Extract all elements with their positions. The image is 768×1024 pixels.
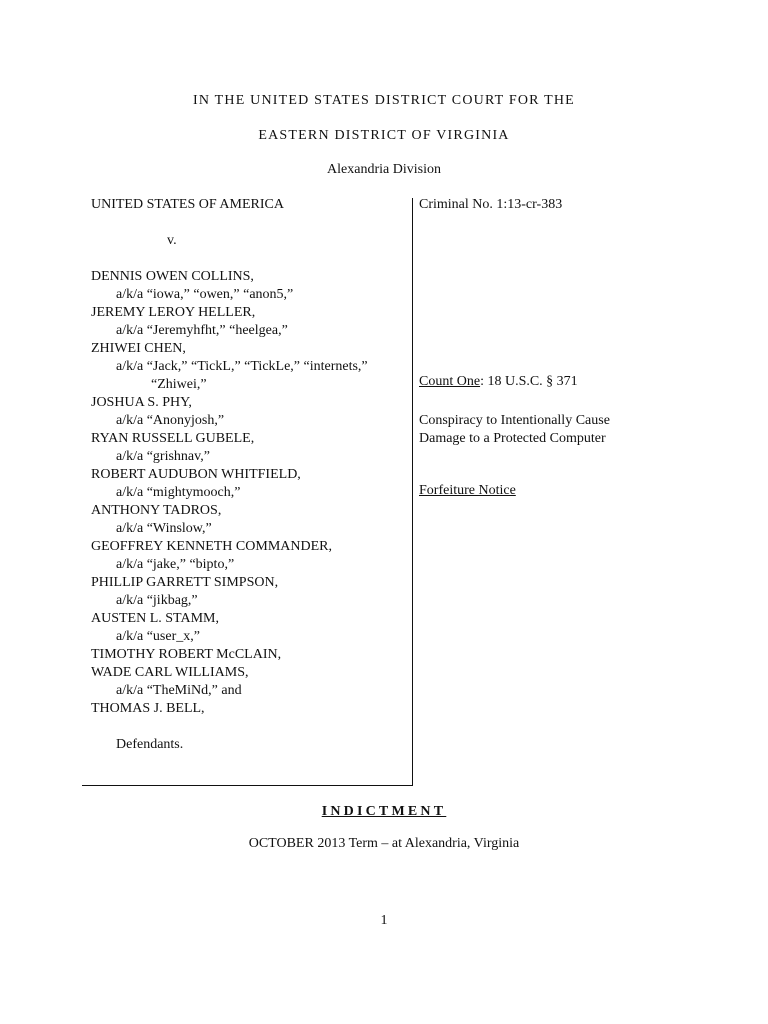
- defendant-alias: a/k/a “iowa,” “owen,” “anon5,”: [116, 287, 294, 302]
- court-title-line-2: EASTERN DISTRICT OF VIRGINIA: [258, 128, 510, 143]
- count-label: Count One: [419, 374, 481, 389]
- caption-vertical-rule: [412, 198, 413, 786]
- term-line: OCTOBER 2013 Term – at Alexandria, Virginia: [248, 836, 520, 851]
- defendant-name: ROBERT AUDUBON WHITFIELD,: [91, 467, 301, 482]
- count-citation: : 18 U.S.C. § 371: [480, 374, 578, 389]
- charge-description-line-2: Damage to a Protected Computer: [419, 431, 606, 446]
- page-number: 1: [380, 913, 388, 928]
- defendant-name: ANTHONY TADROS,: [91, 503, 222, 518]
- indictment-heading: INDICTMENT: [321, 804, 447, 819]
- defendant-alias: a/k/a “Anonyjosh,”: [116, 413, 225, 428]
- defendant-name: WADE CARL WILLIAMS,: [91, 665, 249, 680]
- defendant-name: TIMOTHY ROBERT McCLAIN,: [91, 647, 282, 662]
- defendant-name: JOSHUA S. PHY,: [91, 395, 192, 410]
- defendant-name: DENNIS OWEN COLLINS,: [91, 269, 254, 284]
- caption-horizontal-rule: [82, 785, 413, 786]
- defendant-name: AUSTEN L. STAMM,: [91, 611, 219, 626]
- division-line: Alexandria Division: [327, 162, 441, 177]
- defendant-alias: a/k/a “grishnav,”: [116, 449, 210, 464]
- defendant-alias: a/k/a “Winslow,”: [116, 521, 212, 536]
- defendant-alias: a/k/a “jake,” “bipto,”: [116, 557, 235, 572]
- defendant-alias: a/k/a “mightymooch,”: [116, 485, 241, 500]
- defendant-name: GEOFFREY KENNETH COMMANDER,: [91, 539, 332, 554]
- defendant-alias: a/k/a “jikbag,”: [116, 593, 198, 608]
- defendant-alias-continued: “Zhiwei,”: [151, 377, 207, 392]
- defendant-alias: a/k/a “Jeremyhfht,” “heelgea,”: [116, 323, 288, 338]
- defendant-name: JEREMY LEROY HELLER,: [91, 305, 256, 320]
- defendant-name: ZHIWEI CHEN,: [91, 341, 186, 356]
- criminal-number: Criminal No. 1:13-cr-383: [419, 197, 563, 212]
- defendant-name: PHILLIP GARRETT SIMPSON,: [91, 575, 279, 590]
- defendant-alias: a/k/a “Jack,” “TickL,” “TickLe,” “internets,”: [116, 359, 368, 374]
- caption-parties: [91, 196, 411, 754]
- court-title-line-1: IN THE UNITED STATES DISTRICT COURT FOR THE: [193, 93, 575, 108]
- forfeiture-notice: Forfeiture Notice: [419, 483, 516, 498]
- defendant-name: RYAN RUSSELL GUBELE,: [91, 431, 255, 446]
- defendant-alias: a/k/a “user_x,”: [116, 629, 200, 644]
- defendants-label: Defendants.: [116, 737, 184, 752]
- defendant-name: THOMAS J. BELL,: [91, 701, 205, 716]
- count-one: [419, 373, 578, 391]
- defendant-alias: a/k/a “TheMiNd,” and: [116, 683, 242, 698]
- charge-description-line-1: Conspiracy to Intentionally Cause: [419, 413, 610, 428]
- versus: v.: [167, 233, 177, 248]
- plaintiff-name: UNITED STATES OF AMERICA: [91, 197, 284, 212]
